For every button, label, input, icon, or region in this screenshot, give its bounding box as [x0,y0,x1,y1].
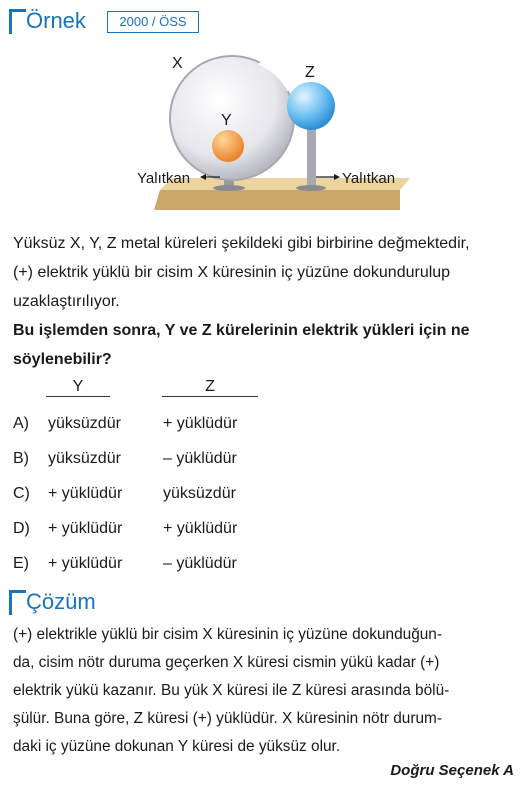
correct-answer: Doğru Seçenek A [390,762,514,779]
ornek-bracket [9,9,26,34]
label-z: Z [305,64,315,81]
year-tag: 2000 / ÖSS [107,11,199,33]
problem-line-3: uzaklaştırılıyor. [13,293,120,310]
column-header-y: Y [46,378,110,397]
option-d-letter[interactable]: D) [13,520,30,537]
option-c-y: + yüklüdür [48,485,123,502]
option-b-y: yüksüzdür [48,450,121,467]
option-d-z: + yüklüdür [163,520,238,537]
wooden-base [154,190,400,210]
option-e-letter[interactable]: E) [13,555,29,572]
insulator-left-label: Yalıtkan [137,170,191,187]
electroscope-figure [120,50,410,220]
question-line-1: Bu işlemden sonra, Y ve Z kürelerinin elektrik yükleri için ne [13,322,470,339]
insulator-right-label: Yalıtkan [342,170,396,187]
option-a-z: + yüklüdür [163,415,238,432]
option-e-y: + yüklüdür [48,555,123,572]
option-a-letter[interactable]: A) [13,415,29,432]
sphere-z [287,82,335,130]
question-line-2: söylenebilir? [13,351,112,368]
solution-line-3: elektrik yükü kazanır. Bu yük X küresi ile Z küresi arasında bölü- [13,682,450,699]
solution-line-5: daki iç yüzüne dokunan Y küresi de yüksüz olur. [13,738,341,755]
label-x: X [172,55,183,72]
sphere-y [212,130,244,162]
option-b-z: – yüklüdür [163,450,237,467]
label-y: Y [221,112,232,129]
option-e-z: – yüklüdür [163,555,237,572]
option-a-y: yüksüzdür [48,415,121,432]
problem-line-2: (+) elektrik yüklü bir cisim X küresinin iç yüzüne dokundurulup [13,264,451,281]
solution-line-2: da, cisim nötr duruma geçerken X küresi cismin yükü kadar (+) [13,654,440,671]
z-stand [307,122,316,190]
solution-bracket [9,590,26,615]
option-d-y: + yüklüdür [48,520,123,537]
solution-title: Çözüm [26,589,96,614]
solution-line-4: şülür. Buna göre, Z küresi (+) yüklüdür. X küresinin nötr durum- [13,710,442,727]
column-header-z: Z [162,378,258,397]
example-title: Örnek [26,8,86,33]
solution-line-1: (+) elektrikle yüklü bir cisim X küresinin iç yüzüne dokunduğun- [13,626,442,643]
option-c-letter[interactable]: C) [13,485,30,502]
problem-line-1: Yüksüz X, Y, Z metal küreleri şekildeki gibi birbirine değmektedir, [13,235,470,252]
option-b-letter[interactable]: B) [13,450,29,467]
option-c-z: yüksüzdür [163,485,236,502]
